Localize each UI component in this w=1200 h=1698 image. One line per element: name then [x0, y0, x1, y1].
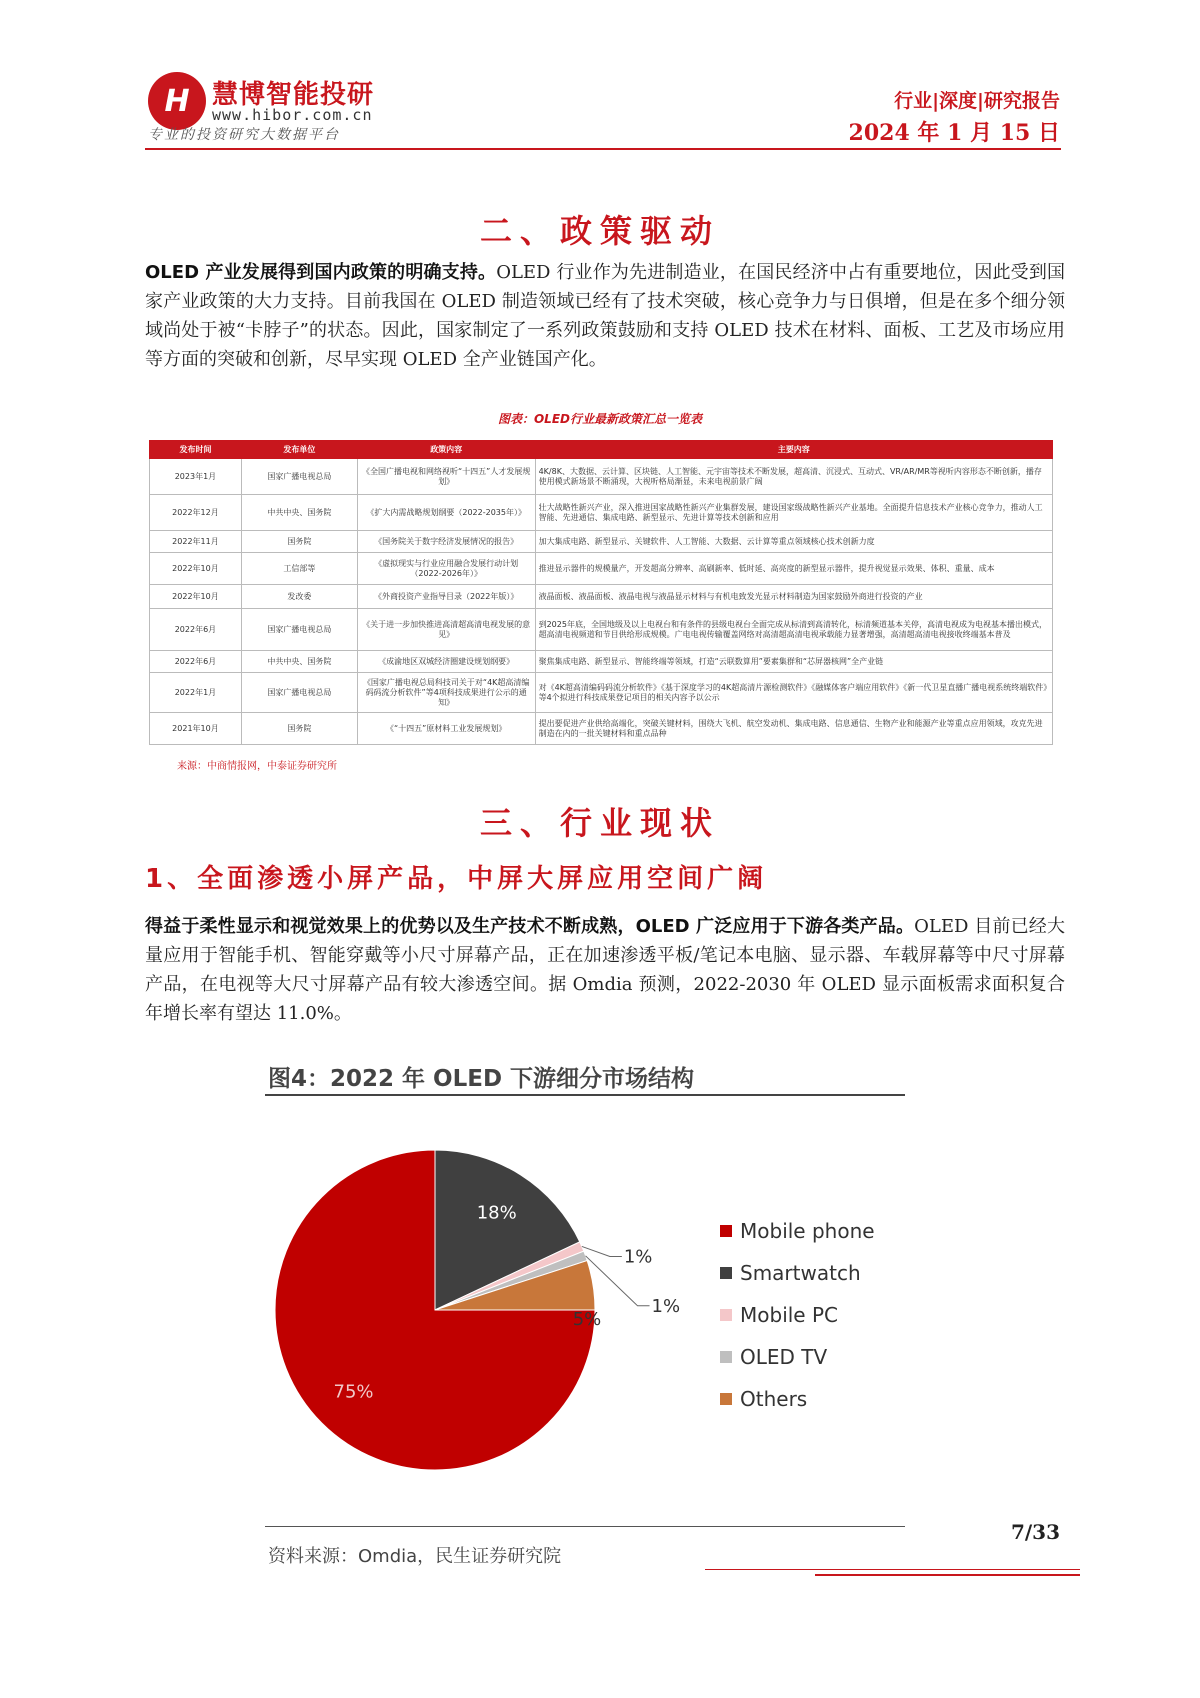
row-policy: 《“十四五”原材料工业发展规划》 [357, 713, 535, 745]
row-policy: 《虚拟现实与行业应用融合发展行动计划（2022-2026年）》 [357, 553, 535, 585]
row-content: 加大集成电路、新型显示、关键软件、人工智能、大数据、云计算等重点领域核心技术创新力度 [535, 531, 1052, 553]
legend-swatch-icon [720, 1225, 732, 1237]
legend-swatch-icon [720, 1309, 732, 1321]
footer-rule [705, 1569, 1080, 1570]
row-policy: 《国务院关于数字经济发展情况的报告》 [357, 531, 535, 553]
row-issuer: 中共中央、国务院 [241, 495, 357, 531]
legend-label: Mobile PC [740, 1303, 838, 1327]
row-issuer: 国家广播电视总局 [241, 459, 357, 495]
report-date: 2024 年 1 月 15 日 [848, 120, 1060, 146]
section-3-subtitle: 1、全面渗透小屏产品，中屏大屏应用空间广阔 [145, 864, 768, 894]
legend-item [720, 1378, 875, 1420]
row-issuer: 工信部等 [241, 553, 357, 585]
header-date: 发布时间 [150, 441, 242, 459]
row-date: 2022年12月 [150, 495, 242, 531]
header-policy: 政策内容 [357, 441, 535, 459]
row-issuer: 中共中央、国务院 [241, 651, 357, 673]
row-policy: 《成渝地区双城经济圈建设规划纲要》 [357, 651, 535, 673]
table-row [150, 553, 1053, 585]
table-row [150, 651, 1053, 673]
table-row [150, 531, 1053, 553]
row-issuer: 国务院 [241, 713, 357, 745]
pie-chart [260, 1120, 700, 1500]
section-2-paragraph [145, 258, 1065, 374]
chart-legend [720, 1210, 875, 1420]
legend-item [720, 1210, 875, 1252]
legend-label: Others [740, 1387, 808, 1411]
row-date: 2022年1月 [150, 673, 242, 713]
section-2-title: 二、政策驱动 [479, 212, 720, 250]
row-issuer: 国务院 [241, 531, 357, 553]
row-date: 2022年10月 [150, 553, 242, 585]
table-row [150, 673, 1053, 713]
legend-swatch-icon [720, 1351, 732, 1363]
logo-url[interactable]: www.hibor.com.cn [212, 106, 373, 124]
logo-name: 慧博智能投研 [212, 80, 375, 110]
table-row [150, 585, 1053, 609]
page-number: 7/33 [1010, 1520, 1060, 1544]
legend-label: Smartwatch [740, 1261, 861, 1285]
chart-source: 资料来源：Omdia，民生证券研究院 [268, 1546, 562, 1567]
policy-table-header [150, 441, 1053, 459]
section-2-body: OLED 行业作为先进制造业，在国民经济中占有重要地位，因此受到国家产业政策的大力支持。目前我国在 OLED 制造领域已经有了技术突破，核心竞争力与日俱增，但是在多个细分领域尚处于被“卡脖子”的状态。因此，国家制定了一系列政策鼓励和支持 OLED 技术在材料、面板、工艺及市场应用等方面的突破和创新，尽早实现 OLED 全产业链国产化。 [145, 262, 1066, 370]
chart-title: 图4：2022 年 OLED 下游细分市场结构 [268, 1066, 695, 1092]
data-label-mobile-pc: 1% [623, 1246, 653, 1268]
policy-table [149, 440, 1053, 745]
section-2-lead: OLED 产业发展得到国内政策的明确支持。 [145, 262, 497, 283]
data-label-smartwatch: 18% [476, 1202, 517, 1224]
row-policy: 《外商投资产业指导目录（2022年版）》 [357, 585, 535, 609]
row-content: 壮大战略性新兴产业，深入推进国家战略性新兴产业集群发展，建设国家级战略性新兴产业基地。全面提升信息技术产业核心竞争力，推动人工智能、先进通信、集成电路、新型显示、先进计算等技术创新和应用 [535, 495, 1052, 531]
table-row [150, 609, 1053, 651]
row-issuer: 国家广播电视总局 [241, 609, 357, 651]
row-date: 2022年6月 [150, 609, 242, 651]
table-row [150, 459, 1053, 495]
row-date: 2022年10月 [150, 585, 242, 609]
legend-label: Mobile phone [740, 1219, 875, 1243]
legend-item [720, 1252, 875, 1294]
header-divider [145, 148, 1061, 150]
data-label-others: 5% [572, 1308, 602, 1330]
report-type: 行业|深度|研究报告 [894, 90, 1060, 112]
row-policy: 《全国广播电视和网络视听“十四五”人才发展规划》 [357, 459, 535, 495]
row-policy: 《关于进一步加快推进高清超高清电视发展的意见》 [357, 609, 535, 651]
row-policy: 《国家广播电视总局科技司关于对“4K超高清编码码流分析软件”等4项科技成果进行公示的通知》 [357, 673, 535, 713]
row-content: 到2025年底，全国地级及以上电视台和有条件的县级电视台全面完成从标清到高清转化，标清频道基本关停，高清电视成为电视基本播出模式，超高清电视频道和节目供给形成规模。广电电视传输覆盖网络对高清超高清电视承载能力显著增强，高清超高清电视接收终端基本普及 [535, 609, 1052, 651]
legend-swatch-icon [720, 1267, 732, 1279]
data-label-mobile-phone: 75% [333, 1381, 374, 1403]
legend-item [720, 1336, 875, 1378]
row-date: 2022年11月 [150, 531, 242, 553]
section-3-title: 三、行业现状 [479, 804, 720, 842]
header-issuer: 发布单位 [241, 441, 357, 459]
row-policy: 《扩大内需战略规划纲要（2022-2035年）》 [357, 495, 535, 531]
table-row [150, 713, 1053, 745]
chart-title-rule [265, 1094, 905, 1096]
logo-icon: H [148, 72, 206, 130]
row-date: 2023年1月 [150, 459, 242, 495]
legend-item [720, 1294, 875, 1336]
leader-line-0 [582, 1246, 622, 1256]
row-content: 对《4K超高清编码码流分析软件》《基于深度学习的4K超高清片源检测软件》《融媒体客户端应用软件》《新一代卫星直播广播电视系统终端软件》等4个拟进行科技成果登记项目的相关内容予以公示 [535, 673, 1052, 713]
section-3-paragraph [145, 912, 1065, 1028]
row-content: 液晶面板、液晶面板、液晶电视与液晶显示材料与有机电致发光显示材料制造为国家鼓励外商进行投资的产业 [535, 585, 1052, 609]
data-label-oled-tv: 1% [651, 1295, 681, 1317]
row-date: 2022年6月 [150, 651, 242, 673]
header-content: 主要内容 [535, 441, 1052, 459]
footer-rule-accent [815, 1574, 1080, 1576]
row-content: 推进显示器件的规模量产，开发超高分辨率、高刷新率、低时延、高亮度的新型显示器件，提升视觉显示效果、体积、重量、成本 [535, 553, 1052, 585]
table-row [150, 495, 1053, 531]
legend-swatch-icon [720, 1393, 732, 1405]
section-3-body: OLED 目前已经大量应用于智能手机、智能穿戴等小尺寸屏幕产品，正在加速渗透平板/笔记本电脑、显示器、车载屏幕等中尺寸屏幕产品，在电视等大尺寸屏幕产品有较大渗透空间。据 Omdia 预测，2022-2030 年 OLED 显示面板需求面积复合年增长率有望达 11.0%。 [145, 916, 1065, 1024]
row-issuer: 发改委 [241, 585, 357, 609]
row-content: 聚焦集成电路、新型显示、智能终端等领域，打造“云联数算用”要素集群和“芯屏器核网”全产业链 [535, 651, 1052, 673]
logo-slogan: 专业的投资研究大数据平台 [148, 127, 340, 143]
section-3-lead: 得益于柔性显示和视觉效果上的优势以及生产技术不断成熟，OLED 广泛应用于下游各类产品。 [145, 916, 915, 937]
row-content: 提出要促进产业供给高端化，突破关键材料，围绕大飞机、航空发动机、集成电路、信息通信、生物产业和能源产业等重点应用领域，攻克先进制造在内的一批关键材料和重点品种 [535, 713, 1052, 745]
legend-label: OLED TV [740, 1345, 828, 1369]
chart-source-rule [265, 1526, 905, 1527]
row-content: 4K/8K、大数据、云计算、区块链、人工智能、元宇宙等技术不断发展，超高清、沉浸式、互动式、VR/AR/MR等视听内容形态不断创新，播存使用模式新场景不断涌现，大视听格局渐显，未来电视前景广阔 [535, 459, 1052, 495]
row-date: 2021年10月 [150, 713, 242, 745]
row-issuer: 国家广播电视总局 [241, 673, 357, 713]
policy-table-source: 来源：中商情报网，中泰证券研究所 [177, 761, 337, 772]
policy-table-caption: 图表：OLED行业最新政策汇总一览表 [497, 412, 702, 426]
